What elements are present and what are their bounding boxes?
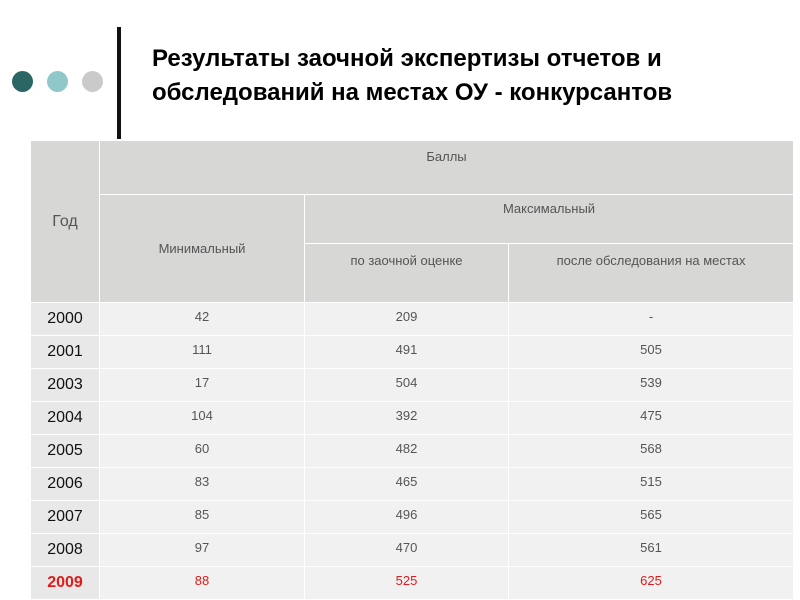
cell-max-correspondence: 491 bbox=[305, 336, 509, 369]
dot-dark-teal bbox=[12, 71, 33, 92]
cell-max-correspondence: 482 bbox=[305, 435, 509, 468]
cell-max-after: 565 bbox=[509, 501, 794, 534]
cell-year: 2007 bbox=[31, 501, 100, 534]
cell-min: 104 bbox=[100, 402, 305, 435]
header-minimum: Минимальный bbox=[100, 195, 305, 303]
table-row bbox=[31, 402, 794, 435]
dot-gray bbox=[82, 71, 103, 92]
cell-year: 2001 bbox=[31, 336, 100, 369]
header-after-inspection: после обследования на местах bbox=[509, 244, 794, 303]
table-row bbox=[31, 435, 794, 468]
dot-light-teal bbox=[47, 71, 68, 92]
cell-year: 2005 bbox=[31, 435, 100, 468]
cell-year: 2008 bbox=[31, 534, 100, 567]
header-year: Год bbox=[31, 141, 100, 303]
cell-max-correspondence: 470 bbox=[305, 534, 509, 567]
cell-max-after: 505 bbox=[509, 336, 794, 369]
header-by-correspondence: по заочной оценке bbox=[305, 244, 509, 303]
cell-max-after: 561 bbox=[509, 534, 794, 567]
cell-max-correspondence: 525 bbox=[305, 567, 509, 600]
cell-max-after: 625 bbox=[509, 567, 794, 600]
cell-min: 17 bbox=[100, 369, 305, 402]
slide-title bbox=[152, 42, 782, 110]
cell-year: 2004 bbox=[31, 402, 100, 435]
cell-max-correspondence: 209 bbox=[305, 303, 509, 336]
decorative-dots bbox=[12, 71, 104, 93]
header-maximum: Максимальный bbox=[305, 195, 794, 244]
cell-year: 2003 bbox=[31, 369, 100, 402]
results-table bbox=[30, 140, 794, 600]
cell-max-correspondence: 465 bbox=[305, 468, 509, 501]
cell-max-correspondence: 504 bbox=[305, 369, 509, 402]
header-scores: Баллы bbox=[100, 141, 794, 195]
title-line-1: Результаты заочной экспертизы отчетов и bbox=[152, 45, 662, 72]
cell-year: 2006 bbox=[31, 468, 100, 501]
cell-year: 2000 bbox=[31, 303, 100, 336]
cell-year: 2009 bbox=[31, 567, 100, 600]
cell-max-after: 568 bbox=[509, 435, 794, 468]
cell-min: 60 bbox=[100, 435, 305, 468]
cell-min: 88 bbox=[100, 567, 305, 600]
cell-min: 83 bbox=[100, 468, 305, 501]
table-row bbox=[31, 336, 794, 369]
cell-min: 97 bbox=[100, 534, 305, 567]
table-row bbox=[31, 468, 794, 501]
table-row bbox=[31, 501, 794, 534]
cell-max-after: 539 bbox=[509, 369, 794, 402]
title-divider bbox=[117, 27, 121, 139]
table-row bbox=[31, 369, 794, 402]
cell-max-correspondence: 392 bbox=[305, 402, 509, 435]
table-row bbox=[31, 534, 794, 567]
cell-max-after: - bbox=[509, 303, 794, 336]
cell-max-after: 515 bbox=[509, 468, 794, 501]
table-row bbox=[31, 303, 794, 336]
cell-max-after: 475 bbox=[509, 402, 794, 435]
cell-min: 85 bbox=[100, 501, 305, 534]
title-line-2: обследований на местах ОУ - конкурсантов bbox=[152, 79, 673, 106]
cell-max-correspondence: 496 bbox=[305, 501, 509, 534]
cell-min: 111 bbox=[100, 336, 305, 369]
table-row-highlighted bbox=[31, 567, 794, 600]
cell-min: 42 bbox=[100, 303, 305, 336]
